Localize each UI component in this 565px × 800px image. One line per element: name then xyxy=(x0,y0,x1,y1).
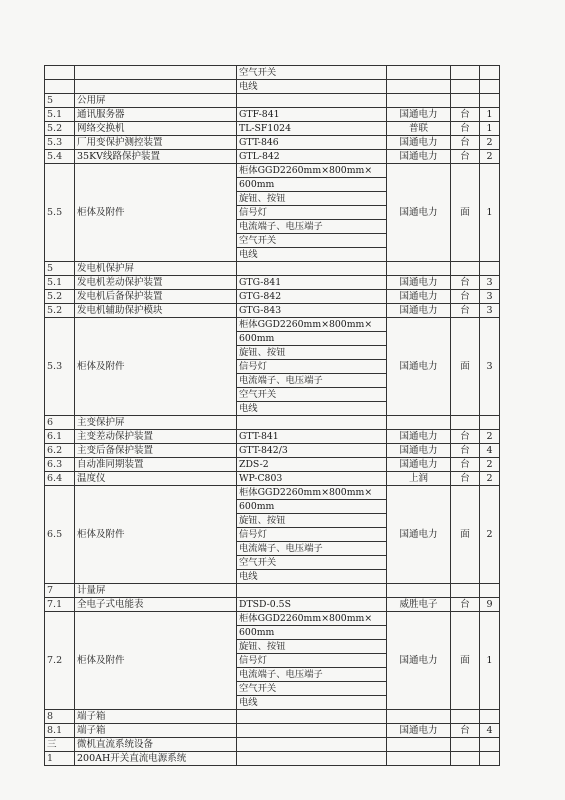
spec-cell: 电流端子、电压端子 xyxy=(237,374,387,388)
section-title: 发电机保护屏 xyxy=(75,262,237,276)
unit-cell: 台 xyxy=(451,108,480,122)
item-name-cell: 主变后备保护装置 xyxy=(75,444,237,458)
unit-cell xyxy=(451,752,480,766)
qty-cell: 2 xyxy=(480,136,500,150)
item-name-cell: 自动准同期装置 xyxy=(75,458,237,472)
row-number-cell: 8.1 xyxy=(45,724,75,738)
spec-cell: GTG-841 xyxy=(237,276,387,290)
spec-cell xyxy=(237,752,387,766)
qty-cell xyxy=(480,262,500,276)
section-title: 200AH开关直流电源系统 xyxy=(75,752,237,766)
row-number-cell: 5.5 xyxy=(45,164,75,262)
spec-cell: GTT-842/3 xyxy=(237,444,387,458)
spec-cell: 柜体GGD2260mm×800mm× xyxy=(237,318,387,332)
section-number: 1 xyxy=(45,752,75,766)
maker-cell: 国通电力 xyxy=(387,318,451,416)
qty-cell xyxy=(480,710,500,724)
row-number-cell: 5.3 xyxy=(45,136,75,150)
section-number: 6 xyxy=(45,416,75,430)
item-name-cell: 35KV线路保护装置 xyxy=(75,150,237,164)
section-number: 7 xyxy=(45,584,75,598)
row-number-cell: 6.1 xyxy=(45,430,75,444)
section-heading-row xyxy=(45,738,500,752)
spec-cell xyxy=(237,416,387,430)
row-number-cell: 6.5 xyxy=(45,486,75,584)
table-row xyxy=(45,724,500,738)
maker-cell xyxy=(387,416,451,430)
spec-cell: 旋钮、按钮 xyxy=(237,640,387,654)
maker-cell xyxy=(387,752,451,766)
spec-cell: 柜体GGD2260mm×800mm× xyxy=(237,164,387,178)
unit-cell: 台 xyxy=(451,122,480,136)
spec-cell xyxy=(237,710,387,724)
item-name-cell: 柜体及附件 xyxy=(75,612,237,710)
qty-cell xyxy=(480,584,500,598)
section-title: 公用屏 xyxy=(75,94,237,108)
table-row xyxy=(45,304,500,318)
row-number-cell: 6.2 xyxy=(45,444,75,458)
unit-cell xyxy=(451,66,480,80)
maker-cell xyxy=(387,94,451,108)
unit-cell: 面 xyxy=(451,486,480,584)
spec-cell: 空气开关 xyxy=(237,234,387,248)
item-name-cell: 发电机辅助保护模块 xyxy=(75,304,237,318)
row-number-cell: 5.1 xyxy=(45,108,75,122)
table-row xyxy=(45,66,500,80)
unit-cell xyxy=(451,80,480,94)
unit-cell: 面 xyxy=(451,612,480,710)
row-number-cell: 6.4 xyxy=(45,472,75,486)
spec-cell: 空气开关 xyxy=(237,682,387,696)
table-row xyxy=(45,486,500,500)
item-name-cell: 发电机后备保护装置 xyxy=(75,290,237,304)
spec-cell xyxy=(237,738,387,752)
item-name-cell: 通讯服务器 xyxy=(75,108,237,122)
row-number-cell: 5.2 xyxy=(45,122,75,136)
spec-cell: TL-SF1024 xyxy=(237,122,387,136)
qty-cell: 2 xyxy=(480,458,500,472)
maker-cell: 国通电力 xyxy=(387,150,451,164)
maker-cell: 普联 xyxy=(387,122,451,136)
maker-cell xyxy=(387,66,451,80)
spec-cell: 旋钮、按钮 xyxy=(237,192,387,206)
maker-cell: 国通电力 xyxy=(387,724,451,738)
spec-cell: 柜体GGD2260mm×800mm× xyxy=(237,612,387,626)
item-name-cell: 发电机差动保护装置 xyxy=(75,276,237,290)
maker-cell: 国通电力 xyxy=(387,444,451,458)
maker-cell: 上润 xyxy=(387,472,451,486)
spec-cell xyxy=(237,724,387,738)
item-name-cell xyxy=(75,66,237,80)
section-title: 计量屏 xyxy=(75,584,237,598)
row-number-cell: 5.2 xyxy=(45,290,75,304)
section-heading-row xyxy=(45,710,500,724)
qty-cell: 1 xyxy=(480,164,500,262)
spec-cell: GTF-841 xyxy=(237,108,387,122)
row-number-cell xyxy=(45,66,75,80)
maker-cell: 国通电力 xyxy=(387,164,451,262)
section-heading-row xyxy=(45,416,500,430)
maker-cell: 国通电力 xyxy=(387,430,451,444)
spec-cell: 电流端子、电压端子 xyxy=(237,542,387,556)
qty-cell: 3 xyxy=(480,318,500,416)
qty-cell: 2 xyxy=(480,430,500,444)
item-name-cell: 全电子式电能表 xyxy=(75,598,237,612)
spec-cell: GTT-846 xyxy=(237,136,387,150)
maker-cell: 国通电力 xyxy=(387,136,451,150)
unit-cell: 台 xyxy=(451,430,480,444)
section-heading-row xyxy=(45,752,500,766)
item-name-cell: 厂用变保护测控装置 xyxy=(75,136,237,150)
section-heading-row xyxy=(45,262,500,276)
maker-cell: 国通电力 xyxy=(387,612,451,710)
unit-cell: 台 xyxy=(451,458,480,472)
spec-cell: 电线 xyxy=(237,570,387,584)
spec-cell xyxy=(237,94,387,108)
maker-cell xyxy=(387,710,451,724)
item-name-cell: 柜体及附件 xyxy=(75,164,237,262)
table-row xyxy=(45,430,500,444)
table-row xyxy=(45,612,500,626)
section-title: 端子箱 xyxy=(75,710,237,724)
spec-cell: GTL-842 xyxy=(237,150,387,164)
section-number: 5 xyxy=(45,262,75,276)
equipment-table-body xyxy=(45,66,500,766)
maker-cell xyxy=(387,738,451,752)
spec-cell: 电线 xyxy=(237,80,387,94)
qty-cell: 4 xyxy=(480,444,500,458)
row-number-cell: 7.2 xyxy=(45,612,75,710)
unit-cell: 台 xyxy=(451,276,480,290)
unit-cell: 台 xyxy=(451,598,480,612)
spec-cell: 柜体GGD2260mm×800mm× xyxy=(237,486,387,500)
spec-cell: GTG-843 xyxy=(237,304,387,318)
qty-cell: 4 xyxy=(480,724,500,738)
qty-cell: 2 xyxy=(480,150,500,164)
equipment-table xyxy=(44,65,500,766)
table-row xyxy=(45,598,500,612)
table-row xyxy=(45,164,500,178)
spec-cell: 600mm xyxy=(237,500,387,514)
spec-cell: GTG-842 xyxy=(237,290,387,304)
spec-cell: DTSD-0.5S xyxy=(237,598,387,612)
unit-cell: 面 xyxy=(451,164,480,262)
row-number-cell: 5.1 xyxy=(45,276,75,290)
item-name-cell xyxy=(75,80,237,94)
spec-cell: 信号灯 xyxy=(237,528,387,542)
unit-cell: 面 xyxy=(451,318,480,416)
spec-cell: 信号灯 xyxy=(237,206,387,220)
table-row xyxy=(45,458,500,472)
row-number-cell: 5.2 xyxy=(45,304,75,318)
item-name-cell: 温度仪 xyxy=(75,472,237,486)
qty-cell: 3 xyxy=(480,304,500,318)
maker-cell: 国通电力 xyxy=(387,458,451,472)
row-number-cell: 5.3 xyxy=(45,318,75,416)
qty-cell xyxy=(480,94,500,108)
spec-cell: 电线 xyxy=(237,248,387,262)
qty-cell: 3 xyxy=(480,276,500,290)
spec-cell: 空气开关 xyxy=(237,388,387,402)
spec-cell: 空气开关 xyxy=(237,556,387,570)
spec-cell: 空气开关 xyxy=(237,66,387,80)
unit-cell: 台 xyxy=(451,136,480,150)
item-name-cell: 主变差动保护装置 xyxy=(75,430,237,444)
qty-cell: 1 xyxy=(480,612,500,710)
unit-cell: 台 xyxy=(451,444,480,458)
row-number-cell: 7.1 xyxy=(45,598,75,612)
qty-cell: 1 xyxy=(480,108,500,122)
spec-cell: 电流端子、电压端子 xyxy=(237,668,387,682)
qty-cell: 3 xyxy=(480,290,500,304)
unit-cell xyxy=(451,584,480,598)
qty-cell: 2 xyxy=(480,472,500,486)
unit-cell: 台 xyxy=(451,150,480,164)
spec-cell: 600mm xyxy=(237,626,387,640)
spec-cell: 电流端子、电压端子 xyxy=(237,220,387,234)
table-row xyxy=(45,108,500,122)
item-name-cell: 柜体及附件 xyxy=(75,318,237,416)
spec-cell xyxy=(237,584,387,598)
spec-cell: 信号灯 xyxy=(237,654,387,668)
spec-cell: WP-C803 xyxy=(237,472,387,486)
table-row xyxy=(45,122,500,136)
item-name-cell: 柜体及附件 xyxy=(75,486,237,584)
spec-cell: ZDS-2 xyxy=(237,458,387,472)
spec-cell: 电线 xyxy=(237,696,387,710)
section-number: 三 xyxy=(45,738,75,752)
spec-cell: 信号灯 xyxy=(237,360,387,374)
maker-cell: 国通电力 xyxy=(387,276,451,290)
qty-cell: 9 xyxy=(480,598,500,612)
maker-cell xyxy=(387,584,451,598)
section-title: 微机直流系统设备 xyxy=(75,738,237,752)
spec-cell: 600mm xyxy=(237,178,387,192)
maker-cell: 国通电力 xyxy=(387,304,451,318)
row-number-cell: 5.4 xyxy=(45,150,75,164)
row-number-cell xyxy=(45,80,75,94)
maker-cell: 国通电力 xyxy=(387,108,451,122)
section-title: 主变保护屏 xyxy=(75,416,237,430)
maker-cell xyxy=(387,262,451,276)
section-number: 8 xyxy=(45,710,75,724)
maker-cell: 威胜电子 xyxy=(387,598,451,612)
spec-cell: 电线 xyxy=(237,402,387,416)
qty-cell xyxy=(480,738,500,752)
spec-cell: GTT-841 xyxy=(237,430,387,444)
section-heading-row xyxy=(45,584,500,598)
unit-cell: 台 xyxy=(451,472,480,486)
maker-cell: 国通电力 xyxy=(387,486,451,584)
qty-cell: 2 xyxy=(480,486,500,584)
unit-cell xyxy=(451,416,480,430)
maker-cell: 国通电力 xyxy=(387,290,451,304)
table-row xyxy=(45,472,500,486)
qty-cell xyxy=(480,752,500,766)
table-row xyxy=(45,444,500,458)
spec-cell: 600mm xyxy=(237,332,387,346)
table-row xyxy=(45,150,500,164)
table-row xyxy=(45,276,500,290)
item-name-cell: 网络交换机 xyxy=(75,122,237,136)
spec-cell: 旋钮、按钮 xyxy=(237,346,387,360)
qty-cell: 1 xyxy=(480,122,500,136)
section-heading-row xyxy=(45,94,500,108)
row-number-cell: 6.3 xyxy=(45,458,75,472)
unit-cell xyxy=(451,710,480,724)
spec-cell xyxy=(237,262,387,276)
spec-cell: 旋钮、按钮 xyxy=(237,514,387,528)
table-row xyxy=(45,290,500,304)
qty-cell xyxy=(480,80,500,94)
maker-cell xyxy=(387,80,451,94)
qty-cell xyxy=(480,416,500,430)
table-row xyxy=(45,136,500,150)
section-number: 5 xyxy=(45,94,75,108)
unit-cell: 台 xyxy=(451,290,480,304)
unit-cell: 台 xyxy=(451,724,480,738)
unit-cell xyxy=(451,94,480,108)
unit-cell xyxy=(451,262,480,276)
table-row xyxy=(45,80,500,94)
unit-cell: 台 xyxy=(451,304,480,318)
table-row xyxy=(45,318,500,332)
unit-cell xyxy=(451,738,480,752)
qty-cell xyxy=(480,66,500,80)
item-name-cell: 端子箱 xyxy=(75,724,237,738)
